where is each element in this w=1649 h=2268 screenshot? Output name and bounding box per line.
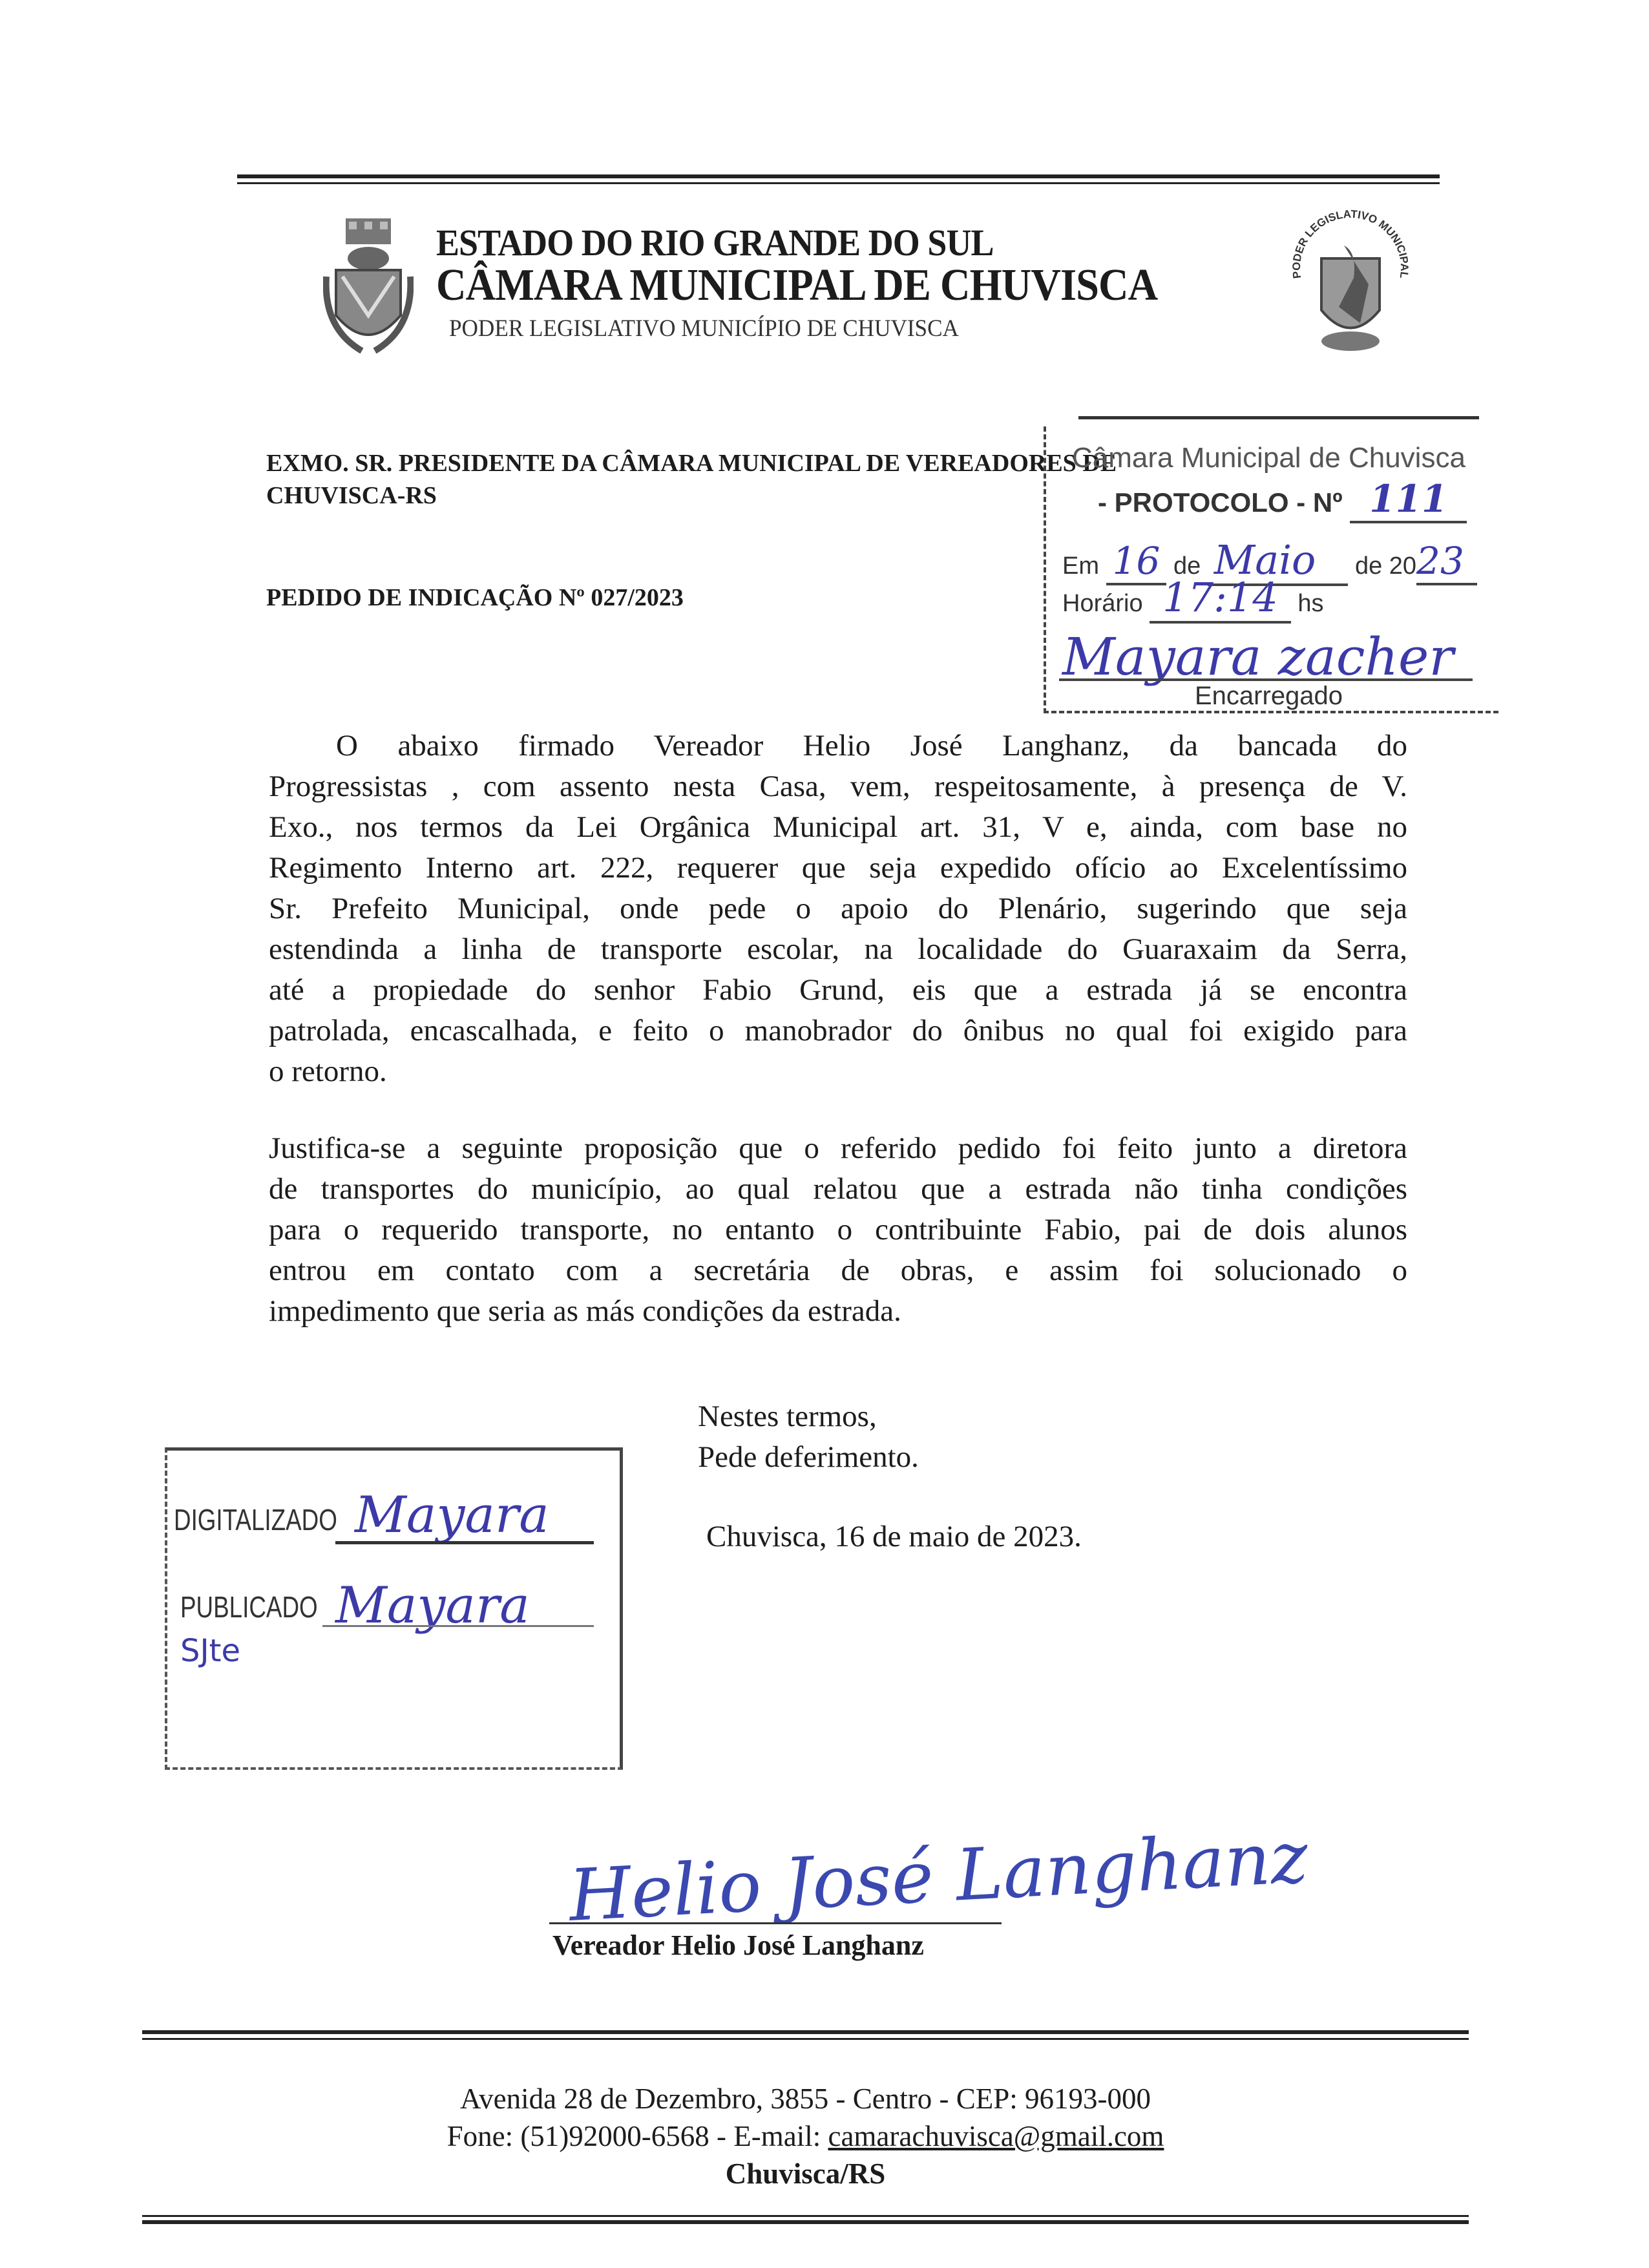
digitalizado-signature: Mayara <box>355 1486 549 1544</box>
footer-rule-bottom-thin <box>142 2215 1469 2217</box>
stamp-hs-label: hs <box>1297 590 1324 617</box>
paragraph-line: Regimento Interno art. 222, requerer que seja expedido ofício ao Excelentíssimo <box>269 851 1407 885</box>
paragraph-line: para o requerido transporte, no entanto o contribuinte Fabio, pai de dois alunos <box>269 1213 1407 1246</box>
stamp-month: Maio <box>1208 536 1349 586</box>
footer-rule-bottom <box>142 2220 1469 2224</box>
digitalizado-label: DIGITALIZADO <box>174 1503 337 1537</box>
publicado-signature: Mayara <box>335 1577 530 1635</box>
footer-city: Chuvisca/RS <box>725 2158 886 2190</box>
digitalized-stamp <box>165 1447 623 1770</box>
note: SJte <box>180 1633 240 1669</box>
stamp-org: Câmara Municipal de Chuvisca <box>1072 442 1465 474</box>
publicado-label: PUBLICADO <box>180 1590 318 1624</box>
header-chamber: CÂMARA MUNICIPAL DE CHUVISCA <box>436 260 1158 310</box>
footer-email-link[interactable]: camarachuvisca@gmail.com <box>828 2120 1164 2152</box>
paragraph-line: Progressistas , com assento nesta Casa, vem, respeitosamente, à presença de V. <box>269 770 1407 803</box>
paragraph-line: até a propiedade do senhor Fabio Grund, eis que a estrada já se encontra <box>269 973 1407 1007</box>
paragraph-line: impedimento que seria as más condições da estrada. <box>269 1294 901 1328</box>
header-state: ESTADO DO RIO GRANDE DO SUL <box>436 222 994 264</box>
stamp-role: Encarregado <box>1195 682 1343 710</box>
stamp-year: 23 <box>1416 539 1477 585</box>
paragraph-line: Exo., nos termos da Lei Orgânica Municipal art. 31, V e, ainda, com base no <box>269 810 1407 844</box>
stamp-signature: Mayara zacher <box>1062 627 1454 687</box>
seal-text: ER LEGISLATIVO MUNICI <box>1292 207 1409 258</box>
signer-name: Vereador Helio José Langhanz <box>552 1929 924 1961</box>
addressee-line2: CHUVISCA-RS <box>266 482 437 509</box>
stamp-year-label: de 20 <box>1354 552 1417 580</box>
footer-phone: Fone: (51)92000-6568 - E-mail: <box>446 2120 828 2152</box>
closing-line2: Pede deferimento. <box>698 1440 919 1474</box>
closing-line1: Nestes termos, <box>698 1400 877 1433</box>
stamp-de-label: de <box>1173 552 1201 580</box>
paragraph-line: Sr. Prefeito Municipal, onde pede o apoio do Plenário, sugerindo que seja <box>269 892 1407 925</box>
paragraph-line: o retorno. <box>269 1055 387 1088</box>
stamp-em-label: Em <box>1062 552 1099 580</box>
stamp-protocol-label: - PROTOCOLO - Nº <box>1098 487 1343 518</box>
stamp-day: 16 <box>1106 539 1167 585</box>
stamp-protocol-number: 111 <box>1350 477 1467 523</box>
paragraph-line: estendinda a linha de transporte escolar, na localidade do Guaraxaim da Serra, <box>269 932 1407 966</box>
handwritten-signature: Helio José Langhanz <box>567 1816 1310 1937</box>
top-rule-thin <box>237 182 1440 184</box>
addressee-line1: EXMO. SR. PRESIDENTE DA CÂMARA MUNICIPAL DE VEREADORES DE <box>266 450 1117 477</box>
stamp-time-label: Horário <box>1062 590 1143 617</box>
footer-rule-top-thin <box>142 2038 1469 2040</box>
place-date: Chuvisca, 16 de maio de 2023. <box>706 1520 1082 1553</box>
top-rule <box>237 174 1440 178</box>
footer-address: Avenida 28 de Dezembro, 3855 - Centro - CEP: 96193-000 <box>460 2083 1151 2115</box>
paragraph-line: patrolada, encascalhada, e feito o manobrador do ônibus no qual foi exigido para <box>269 1014 1407 1047</box>
protocol-stamp <box>1044 426 1498 713</box>
header-subtitle: PODER LEGISLATIVO MUNICÍPIO DE CHUVISCA <box>449 315 959 342</box>
legislative-seal-logo <box>1292 194 1409 362</box>
municipal-coat-of-arms-logo <box>323 218 414 356</box>
paragraph-line: Justifica-se a seguinte proposição que o referido pedido foi feito junto a diretora <box>269 1131 1407 1165</box>
footer-rule-top <box>142 2030 1469 2034</box>
paragraph-line: O abaixo firmado Vereador Helio José Langhanz, da bancada do <box>336 729 1407 762</box>
document-title: PEDIDO DE INDICAÇÃO Nº 027/2023 <box>266 584 684 611</box>
paragraph-line: de transportes do município, ao qual relatou que a estrada não tinha condições <box>269 1172 1407 1206</box>
stamp-time: 17:14 <box>1150 574 1291 624</box>
footer-contact <box>142 2119 1469 2153</box>
paragraph-line: entrou em contato com a secretária de obras, e assim foi solucionado o <box>269 1254 1407 1287</box>
